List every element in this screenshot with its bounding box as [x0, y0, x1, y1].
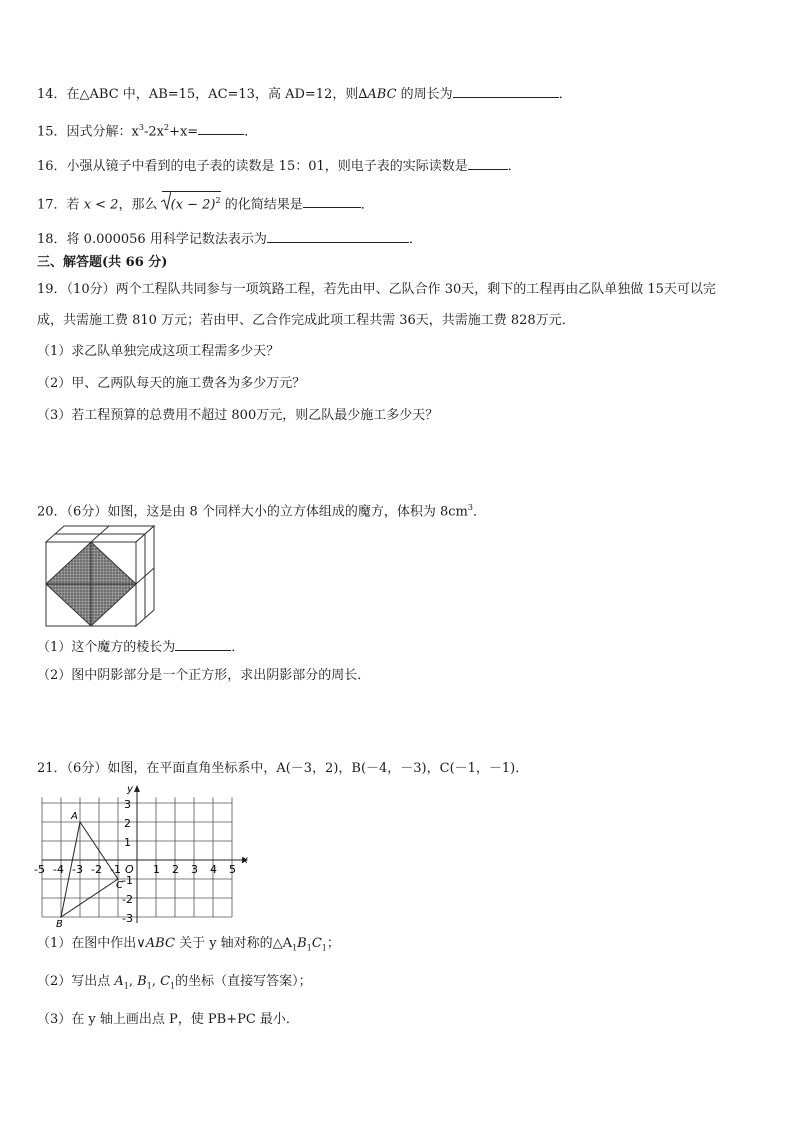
q19-line2: 成，共需施工费 810 万元；若由甲、乙合作完成此项工程共需 36天，共需施工费 828万元．	[37, 313, 575, 328]
x-axis-label: x	[242, 855, 248, 866]
q20-sup: 3	[467, 503, 473, 512]
x-tick-label: O	[125, 863, 134, 876]
q15-end: ．	[244, 124, 258, 140]
q20-part1	[37, 636, 244, 657]
q17-answer-blank[interactable]	[303, 193, 361, 208]
q21-part2-b: 的坐标（直接写答案）；	[175, 974, 312, 989]
q14-triangle: ABC	[367, 87, 397, 102]
q20-text: 20．（6分）如图，这是由 8 个同样大小的立方体组成的魔方，体积为 8cm	[37, 504, 468, 520]
q21-part1-triangle2: △A	[272, 936, 293, 951]
question-14	[37, 83, 572, 104]
q21-part1-b: 关于 y 轴对称的	[174, 936, 273, 951]
q19-part3: （3）若工程预算的总费用不超过 800万元，则乙队最少施工多少天？	[37, 408, 439, 423]
q21-part1-a: （1）在图中作出	[37, 936, 137, 951]
q15-mid2: +x=	[169, 124, 199, 140]
x-tick-label: -2	[91, 863, 102, 876]
q16-answer-blank[interactable]	[468, 155, 508, 170]
q20-end: ．	[472, 504, 486, 520]
rubiks-cube-figure	[44, 524, 156, 628]
q17-condition: x < 2	[83, 197, 119, 213]
q17-mid: ，那么	[118, 197, 162, 213]
x-tick-label: 3	[191, 863, 198, 876]
q19-part2: （2）甲、乙两队每天的施工费各为多少万元？	[37, 376, 306, 391]
q14-text: 14．在△ABC 中，AB=15，AC=13，高 AD=12，则∆	[37, 87, 368, 102]
q15-answer-blank[interactable]	[198, 120, 244, 135]
q18-text: 18．将 0.000056 用科学记数法表示为	[37, 232, 267, 247]
point-label-a: A	[71, 811, 78, 822]
q16-end: ．	[507, 159, 521, 174]
q15-mid1: -2x	[143, 124, 164, 140]
point-label-c: C	[116, 880, 123, 891]
x-tick-label: -5	[34, 863, 45, 876]
q17-radicand: (x − 2)	[170, 197, 216, 213]
q21-part2: （2）写出点 $A_1$, $B_1$, $C_1$的坐标（直接写答案）；	[37, 974, 312, 991]
x-tick-label: -4	[53, 863, 64, 876]
question-17	[37, 191, 374, 213]
q21-part1-triangle: ∨ABC	[136, 936, 175, 951]
x-tick-labels	[34, 863, 236, 876]
point-label-b: B	[56, 919, 63, 928]
y-tick-label: 2	[124, 817, 131, 830]
y-tick-label: 1	[124, 836, 131, 849]
coordinate-grid	[34, 783, 256, 928]
q18-answer-blank[interactable]	[267, 228, 409, 243]
q20-part1-text: （1）这个魔方的棱长为	[37, 640, 176, 655]
x-tick-label: 5	[229, 863, 236, 876]
q17-tail: 的化简结果是	[220, 197, 303, 213]
x-tick-label: 2	[172, 863, 179, 876]
q21-part1-c: ；	[326, 936, 340, 951]
y-tick-label: -3	[122, 912, 133, 925]
x-tick-label: -1	[110, 863, 121, 876]
q19-line1: 19．（10分）两个工程队共同参与一项筑路工程，若先由甲、乙队合作 30天，剩下的工程再由乙队单独做 15天可以完	[37, 282, 716, 297]
q15-sup2: 2	[163, 123, 170, 132]
q17-end: ．	[360, 197, 374, 213]
radical-sign-icon	[161, 190, 171, 210]
q15-sup1: 3	[138, 123, 144, 132]
q19-part1: （1）求乙队单独完成这项工程需多少天？	[37, 344, 280, 359]
y-axis-arrow-icon	[134, 785, 140, 792]
y-tick-label: -2	[122, 893, 133, 906]
q14-tail: 的周长为	[396, 87, 453, 102]
q14-answer-blank[interactable]	[453, 83, 559, 98]
q17-text: 17．若	[37, 197, 84, 213]
section-title: 三、解答题(共 66 分)	[37, 255, 168, 270]
q14-end: ．	[558, 87, 572, 102]
question-18	[37, 228, 422, 249]
x-tick-label: -3	[72, 863, 83, 876]
y-tick-label: 3	[124, 798, 131, 811]
x-tick-label: 1	[153, 863, 160, 876]
q21-part1: （1）在图中作出∨ABC 关于 y 轴对称的$\triangle A_1B_1C_1$；	[37, 936, 340, 953]
q20-answer-blank[interactable]	[175, 636, 231, 651]
q21-part2-a: （2）写出点	[37, 974, 115, 989]
question-15	[37, 119, 257, 141]
q16-text: 16．小强从镜子中看到的电子表的读数是 15：01，则电子表的实际读数是	[37, 159, 468, 174]
question-16	[37, 155, 521, 176]
y-tick-labels	[122, 798, 133, 925]
q17-exponent: 2	[215, 196, 221, 205]
x-tick-label: 4	[210, 863, 217, 876]
y-tick-label: -1	[122, 874, 133, 887]
q21-part2-points: A	[114, 974, 124, 989]
y-axis-label: y	[127, 784, 133, 795]
q21-part3: （3）在 y 轴上画出点 P，使 PB+PC 最小．	[37, 1012, 299, 1027]
sqrt-symbol	[162, 191, 221, 213]
q20-part1-end: ．	[231, 640, 245, 655]
q18-end: ．	[408, 232, 422, 247]
q15-text: 15．因式分解：x	[37, 124, 139, 140]
q20-line1	[37, 499, 486, 521]
q20-part2: （2）图中阴影部分是一个正方形，求出阴影部分的周长．	[37, 668, 371, 683]
q21-line1: 21．（6分）如图，在平面直角坐标系中，A(－3，2)，B(－4，－3)，C(－1，－1)．	[37, 761, 529, 776]
